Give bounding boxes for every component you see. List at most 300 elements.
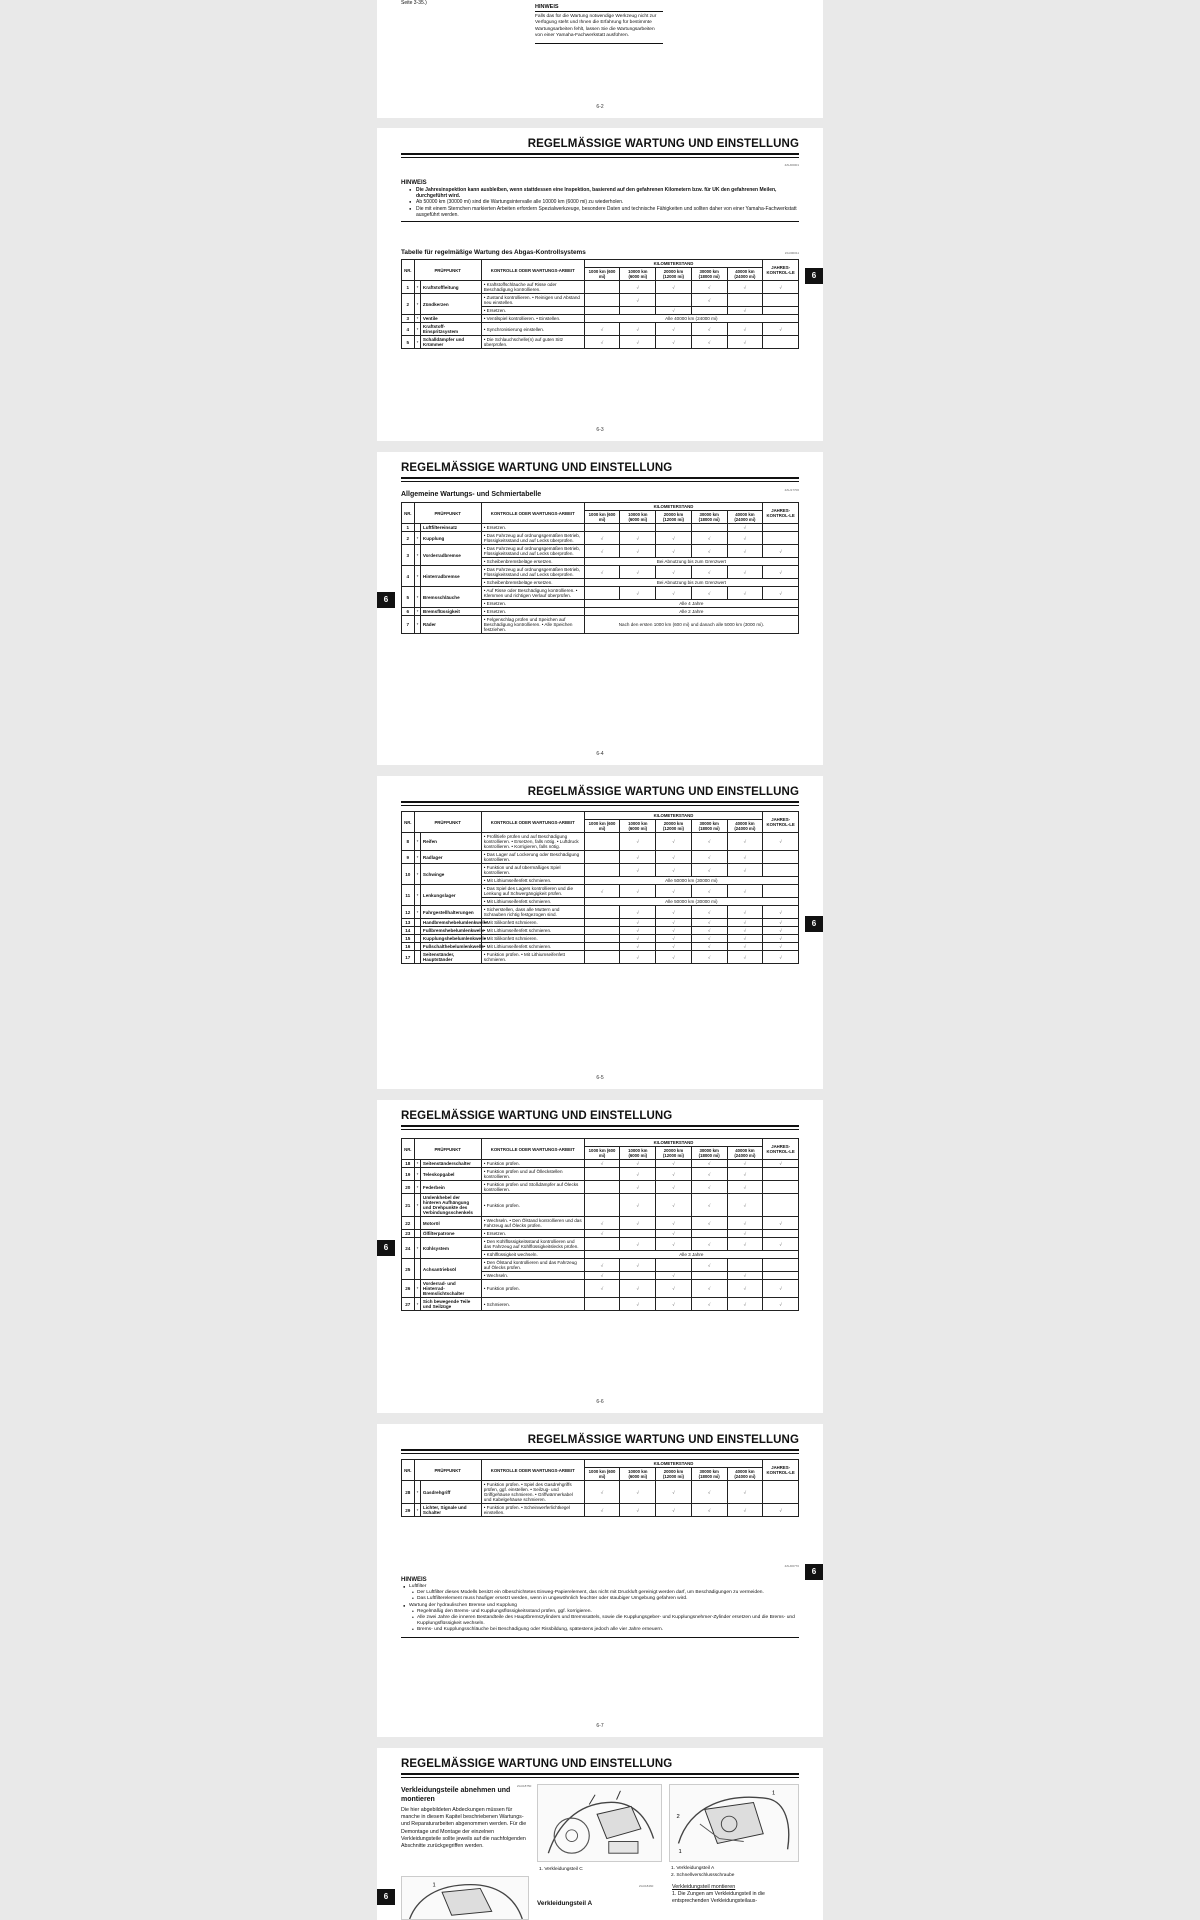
check-mark [763,1168,799,1181]
check-mark: √ [763,545,799,558]
row-star: * [414,1238,420,1259]
row-nr: 7 [402,616,415,634]
check-mark: √ [763,1217,799,1230]
table-row [402,616,799,634]
hinweis-box [535,4,663,44]
check-mark [763,1272,799,1280]
page-6-7 [377,1424,823,1737]
check-mark: √ [656,1194,692,1217]
check-mark: √ [620,1238,656,1251]
row-item: Teleskopgabel [420,1168,481,1181]
col-jahres: JAHRES-KONTROL-LE [763,503,799,524]
check-mark: √ [584,1259,620,1272]
section-title: Verkleidungsteile abnehmen und montieren [401,1787,511,1803]
check-mark: √ [763,935,799,943]
section-body: Die hier abgebildeten Abdeckungen müssen für manche in diesem Kapitel beschriebenen Wartungs- und Reparaturarbeiten abgenommen werden. Für die Demontage und Montage der einzelnen Verkleidungsteile sollte jeweils auf die nachfolgenden Abschnitte zurückgegriffen werden. [401,1807,527,1850]
row-check: • Ersetzen. [481,1230,584,1238]
col-km-value: 10000 km (6000 mi) [620,820,656,833]
col-km-value: 30000 km (18000 mi) [691,820,727,833]
check-mark: √ [656,927,692,935]
check-mark [584,906,620,919]
row-check: • Das Fahrzeug auf ordnungsgemäßen Betrieb, Flüssigkeitsstand und auf Lecks überprüfen. [481,532,584,545]
check-mark: √ [656,532,692,545]
row-nr: 4 [402,566,415,587]
row-star: * [414,1504,420,1517]
row-star: * [414,851,420,864]
row-nr: 28 [402,1481,415,1504]
col-jahres: JAHRES-KONTROL-LE [763,260,799,281]
check-mark [584,864,620,877]
row-star: * [414,336,420,349]
check-mark: √ [584,1280,620,1298]
row-item: Motoröl [420,1217,481,1230]
row-check: • Kraftstoffschläuche auf Risse oder Beschädigung kontrollieren. [481,281,584,294]
check-mark: √ [620,906,656,919]
row-check: • Funktion prüfen. • Scheinwerferlichtkegel einstellen. [481,1504,584,1517]
row-item: Sich bewegende Teile und Seilzüge [420,1298,481,1311]
table-row [402,851,799,864]
check-mark: √ [727,1194,763,1217]
hinweis-text: Falls das für die Wartung notwendige Werkzeug nicht zur Verfügung steht und Ihnen die Erfahrung für bestimmte Wartungsarbeiten fehlt, lassen Sie die Wartungsarbeiten von einer Yamaha-Fachwerkstatt ausführen. [535,14,657,39]
table-row [402,943,799,951]
col-kontrolle: KONTROLLE ODER WARTUNGS-ARBEIT [481,260,584,281]
row-check: • Das Fahrzeug auf ordnungsgemäßen Betrieb, Flüssigkeitsstand und auf Lecks überprüfen. [481,545,584,558]
row-nr: 18 [402,1160,415,1168]
check-mark [763,336,799,349]
check-mark: √ [691,1259,727,1272]
check-mark: √ [656,851,692,864]
check-mark: √ [656,1298,692,1311]
check-mark: √ [691,1298,727,1311]
check-mark [691,1272,727,1280]
check-mark: √ [584,1504,620,1517]
row-item: Seitenständer, Hauptständer [420,951,481,964]
col-km-value: 30000 km (18000 mi) [691,511,727,524]
row-check: • Felgenschlag prüfen und Speichen auf Beschädigung kontrollieren. • Alle Speichen festziehen. [481,616,584,634]
row-item: Kupplungshebelumlenkwelle [420,935,481,943]
check-mark: √ [763,566,799,579]
check-mark: √ [727,885,763,898]
check-mark: √ [584,336,620,349]
check-mark: √ [727,833,763,851]
check-mark: √ [584,1230,620,1238]
row-item: Bremsflüssigkeit [420,608,481,616]
check-mark: √ [691,1238,727,1251]
row-nr: 23 [402,1230,415,1238]
check-mark [763,864,799,877]
check-mark: √ [620,1194,656,1217]
col-km-value: 40000 km (24000 mi) [727,268,763,281]
check-mark: √ [620,1481,656,1504]
check-mark: √ [620,336,656,349]
row-nr: 13 [402,919,415,927]
col-km-value: 20000 km (12000 mi) [656,268,692,281]
check-mark [584,307,620,315]
row-nr: 5 [402,587,415,608]
table-row [402,1168,799,1181]
check-mark: √ [656,1168,692,1181]
row-item: Zündkerzen [420,294,481,315]
check-mark: √ [691,833,727,851]
check-mark: √ [656,1230,692,1238]
hinweis-title: HINWEIS [401,180,427,186]
row-check: • Mit Lithiumseifenfett schmieren. [481,877,584,885]
chapter-tab[interactable]: 6 [377,1240,395,1256]
check-mark: √ [620,1217,656,1230]
row-check: • Ersetzen. [481,600,584,608]
row-nr: 4 [402,323,415,336]
check-mark [584,851,620,864]
row-nr: 3 [402,315,415,323]
check-mark: √ [620,587,656,600]
check-mark: √ [763,1504,799,1517]
row-check: • Ersetzen. [481,524,584,532]
row-nr: 24 [402,1238,415,1259]
table-row [402,281,799,294]
check-mark [620,1272,656,1280]
row-check: • Ersetzen. [481,307,584,315]
row-star: * [414,608,420,616]
check-mark: √ [691,1160,727,1168]
chapter-tab[interactable]: 6 [805,268,823,284]
check-mark: √ [656,336,692,349]
emission-maintenance-table [401,259,799,349]
table-row [402,1298,799,1311]
page-header [401,1110,799,1132]
check-mark [584,1181,620,1194]
check-mark: √ [691,919,727,927]
row-star: * [414,294,420,315]
row-star: * [414,1298,420,1311]
row-interval: Bei Abnutzung bis zum Grenzwert [584,558,798,566]
row-check: • Wechseln. • Den Ölstand kontrollieren und das Fahrzeug auf Ölecks prüfen. [481,1217,584,1230]
page-number: 6-7 [596,1723,604,1729]
general-maintenance-table [401,502,799,634]
row-item: Seitenständerschalter [420,1160,481,1168]
check-mark: √ [727,323,763,336]
check-mark [584,294,620,307]
check-mark: √ [656,1238,692,1251]
check-mark [727,294,763,307]
check-mark [763,1181,799,1194]
table-row [402,524,799,532]
row-item: Hinterradbremse [420,566,481,587]
check-mark: √ [620,1504,656,1517]
check-mark: √ [656,1272,692,1280]
row-item: Gasdrehgriff [420,1481,481,1504]
check-mark: √ [584,885,620,898]
hinweis-item: ● Ab 50000 km (30000 mi) sind die Wartungsintervalle alle 10000 km (6000 mi) zu wiederholen. [409,199,624,206]
table-row [402,323,799,336]
check-mark [763,524,799,532]
row-nr: 25 [402,1259,415,1280]
check-mark: √ [656,943,692,951]
check-mark: √ [763,281,799,294]
check-mark: √ [691,281,727,294]
check-mark: √ [691,927,727,935]
check-mark: √ [691,1217,727,1230]
hinweis-item: ● Luftfilter [403,1584,427,1589]
table-row [402,1160,799,1168]
col-km-value: 30000 km (18000 mi) [691,1468,727,1481]
check-mark [691,307,727,315]
table-row [402,1259,799,1272]
table-row [402,336,799,349]
check-mark: √ [620,294,656,307]
row-interval: Alle 50000 km (30000 mi) [584,877,798,885]
table-row [402,1217,799,1230]
row-star: * [414,864,420,885]
col-km-value: 1000 km (600 mi) [584,820,620,833]
check-mark: √ [727,524,763,532]
check-mark: √ [727,336,763,349]
row-star: * [414,616,420,634]
row-item: Ventile [420,315,481,323]
check-mark: √ [763,323,799,336]
row-star: * [414,1481,420,1504]
check-mark: √ [656,935,692,943]
check-mark: √ [763,1298,799,1311]
check-mark: √ [656,587,692,600]
page-number: 6-5 [596,1075,604,1081]
col-jahres: JAHRES-KONTROL-LE [763,1460,799,1481]
table-row [402,951,799,964]
check-mark: √ [656,951,692,964]
check-mark: √ [656,885,692,898]
row-nr: 2 [402,532,415,545]
row-item: Fußbremshebelumlenkwelle [420,927,481,935]
row-nr: 6 [402,608,415,616]
row-item: Schalldämpfer und Krümmer [420,336,481,349]
hinweis-item: ● Die Jahresinspektion kann ausbleiben, wenn stattdessen eine Inspektion, basierend auf den gefahrenen Kilometern bzw. für UK den gefahrenen Meilen, durchgeführt wird. [409,187,777,200]
check-mark: √ [691,951,727,964]
table-row [402,315,799,323]
check-mark [620,307,656,315]
row-nr: 21 [402,1194,415,1217]
row-interval: Alle 40000 km (24000 mi) [584,315,798,323]
row-item: Reifen [420,833,481,851]
col-km-value: 20000 km (12000 mi) [656,820,692,833]
row-item: Achsantriebsöl [420,1259,481,1280]
check-mark: √ [620,566,656,579]
chapter-tab[interactable]: 6 [377,592,395,608]
col-nr: NR. [402,260,415,281]
row-nr: 20 [402,1181,415,1194]
row-nr: 15 [402,935,415,943]
table-row [402,587,799,600]
table-row [402,545,799,558]
table-row [402,864,799,877]
check-mark: √ [656,906,692,919]
row-star: * [414,532,420,545]
row-interval: Alle 50000 km (30000 mi) [584,898,798,906]
page-header [401,1758,799,1780]
col-km-value: 10000 km (6000 mi) [620,1468,656,1481]
check-mark: √ [620,927,656,935]
row-interval: Bei Abnutzung bis zum Grenzwert [584,579,798,587]
check-mark: √ [620,919,656,927]
check-mark [620,524,656,532]
check-mark: √ [727,566,763,579]
chapter-tab[interactable]: 6 [805,1564,823,1580]
check-mark: √ [691,1168,727,1181]
svg-text:2: 2 [676,1814,680,1821]
check-mark: √ [727,307,763,315]
hinweis-title: HINWEIS [535,4,663,12]
check-mark: √ [584,1217,620,1230]
row-check: • Funktion prüfen. [481,1160,584,1168]
check-mark: √ [620,851,656,864]
row-check: • Das Spiel des Lagers kontrollieren und die Lenkung auf Schwergängigkeit prüfen. [481,885,584,898]
top-fragment: Seite 3-35.) [401,0,427,6]
table-row [402,1194,799,1217]
hinweis-block [401,1577,799,1638]
page-number: 6-4 [596,751,604,757]
check-mark: √ [727,532,763,545]
check-mark [763,885,799,898]
sub2-text: 1. Die Zungen am Verkleidungsteil in die entsprechenden Verkleidungsteilaus- [672,1891,765,1904]
row-check: • Den Ölstand kontrollieren und das Fahrzeug auf Ölecks prüfen. [481,1259,584,1272]
check-mark: √ [727,1230,763,1238]
caption-fairing-c: 1. Verkleidungsteil C [539,1867,583,1872]
row-check: • Wechseln. [481,1272,584,1280]
row-item: Fahrgestellhalterungen [420,906,481,919]
hinweis-title: HINWEIS [401,1577,427,1583]
check-mark: √ [620,281,656,294]
table-row [402,1280,799,1298]
row-nr: 17 [402,951,415,964]
chapter-tab[interactable]: 6 [377,1889,395,1905]
check-mark: √ [691,1280,727,1298]
section-code: ZAU18750 [517,1784,532,1788]
check-mark: √ [656,1181,692,1194]
check-mark: √ [763,1280,799,1298]
row-check: • Synchronisierung einstellen. [481,323,584,336]
section-code: ZAU00001 [784,163,799,167]
caption-quick-screw: 2. Schnellverschlussschraube [671,1873,735,1878]
row-nr: 5 [402,336,415,349]
check-mark: √ [727,951,763,964]
check-mark: √ [727,919,763,927]
row-check: • Scheibenbremsbeläge ersetzen. [481,579,584,587]
svg-text:1: 1 [432,1882,436,1889]
row-nr: 11 [402,885,415,906]
check-mark [584,1298,620,1311]
check-mark: √ [691,294,727,307]
table-title: Tabelle für regelmäßige Wartung des Abgas-Kontrollsystems [401,249,586,256]
check-mark: √ [620,1181,656,1194]
row-item: Räder [420,616,481,634]
header-title: REGELMÄSSIGE WARTUNG UND EINSTELLUNG [527,1434,799,1446]
check-mark: √ [656,281,692,294]
hinweis-block [401,180,799,222]
row-check: • Ventilspiel kontrollieren. • Einstellen. [481,315,584,323]
row-check: • Funktion prüfen. • Spiel des Gasdrehgriffs prüfen, ggf. einstellen. • Seilzug- und Griffgehäuse schmieren. • Griffwärmerkabel und Kabelgehäuse schmieren. [481,1481,584,1504]
col-nr: NR. [402,1460,415,1481]
check-mark: √ [727,943,763,951]
row-star: * [414,1194,420,1217]
check-mark: √ [763,927,799,935]
check-mark: √ [727,935,763,943]
row-nr: 19 [402,1168,415,1181]
chapter-tab[interactable]: 6 [805,916,823,932]
caption-fairing-a: 1. Verkleidungsteil A [671,1866,715,1871]
page-6-2 [377,0,823,118]
general-maintenance-table-cont [401,811,799,964]
row-item: Luftfiltereinsatz [420,524,481,532]
page-header [401,786,799,808]
check-mark: √ [656,864,692,877]
subhead-fairing-a: Verkleidungsteil A [537,1900,593,1907]
col-km-value: 30000 km (18000 mi) [691,268,727,281]
check-mark: √ [620,864,656,877]
check-mark [584,935,620,943]
check-mark: √ [727,1168,763,1181]
check-mark: √ [620,833,656,851]
check-mark [584,281,620,294]
sub2-title: Verkleidungsteil montieren [672,1884,736,1890]
row-item: Umlenkhebel der hinteren Aufhängung und Drehpunkte des Verbindungsschenkels [420,1194,481,1217]
check-mark [584,1194,620,1217]
row-nr: 9 [402,851,415,864]
col-kontrolle: KONTROLLE ODER WARTUNGS-ARBEIT [481,1460,584,1481]
check-mark: √ [691,1181,727,1194]
table-row [402,1181,799,1194]
check-mark: √ [620,885,656,898]
col-jahres: JAHRES-KONTROL-LE [763,1139,799,1160]
table-row [402,294,799,307]
table-row [402,1230,799,1238]
col-km-value: 10000 km (6000 mi) [620,1147,656,1160]
row-nr: 29 [402,1504,415,1517]
check-mark: √ [763,951,799,964]
check-mark: √ [620,1298,656,1311]
check-mark [691,524,727,532]
col-km-value: 40000 km (24000 mi) [727,820,763,833]
hinweis-item: • Der Luftfilter dieses Modells besitzt ein ölbeschichtetes Einweg-Papierelement, das nicht mit Druckluft gereinigt werden darf, um Beschädigungen zu vermeiden. [412,1590,764,1597]
col-km-value: 40000 km (24000 mi) [727,511,763,524]
check-mark [763,1230,799,1238]
check-mark: √ [620,532,656,545]
check-mark: √ [691,1481,727,1504]
row-check: • Funktion und auf übermäßiges Spiel kontrollieren. [481,864,584,877]
check-mark: √ [727,864,763,877]
row-check: • Profiltiefe prüfen und auf Beschädigung kontrollieren. • Ersetzen, falls nötig. • Luftdruck kontrollieren. • Korrigieren, falls nötig. [481,833,584,851]
check-mark: √ [691,943,727,951]
col-km-value: 20000 km (12000 mi) [656,1147,692,1160]
page-6-8 [377,1748,823,1920]
row-interval: Alle 4 Jahre [584,600,798,608]
check-mark: √ [656,566,692,579]
row-star: * [414,1168,420,1181]
check-mark [584,927,620,935]
row-nr: 26 [402,1280,415,1298]
row-nr: 22 [402,1217,415,1230]
check-mark: √ [584,566,620,579]
col-km: KILOMETERSTAND [584,812,763,820]
hinweis-list [401,1584,799,1634]
check-mark [584,919,620,927]
col-km: KILOMETERSTAND [584,503,763,511]
table-row [402,906,799,919]
row-check: • Mit Lithiumseifenfett schmieren. [481,943,584,951]
hinweis-item: • Das Luftfilterelement muss häufiger ersetzt werden, wenn in ungewöhnlich feuchter oder staubiger Umgebung gefahren wird. [412,1596,688,1603]
col-km-value: 10000 km (6000 mi) [620,511,656,524]
row-nr: 16 [402,943,415,951]
check-mark: √ [727,281,763,294]
row-nr: 1 [402,524,415,532]
col-kontrolle: KONTROLLE ODER WARTUNGS-ARBEIT [481,503,584,524]
